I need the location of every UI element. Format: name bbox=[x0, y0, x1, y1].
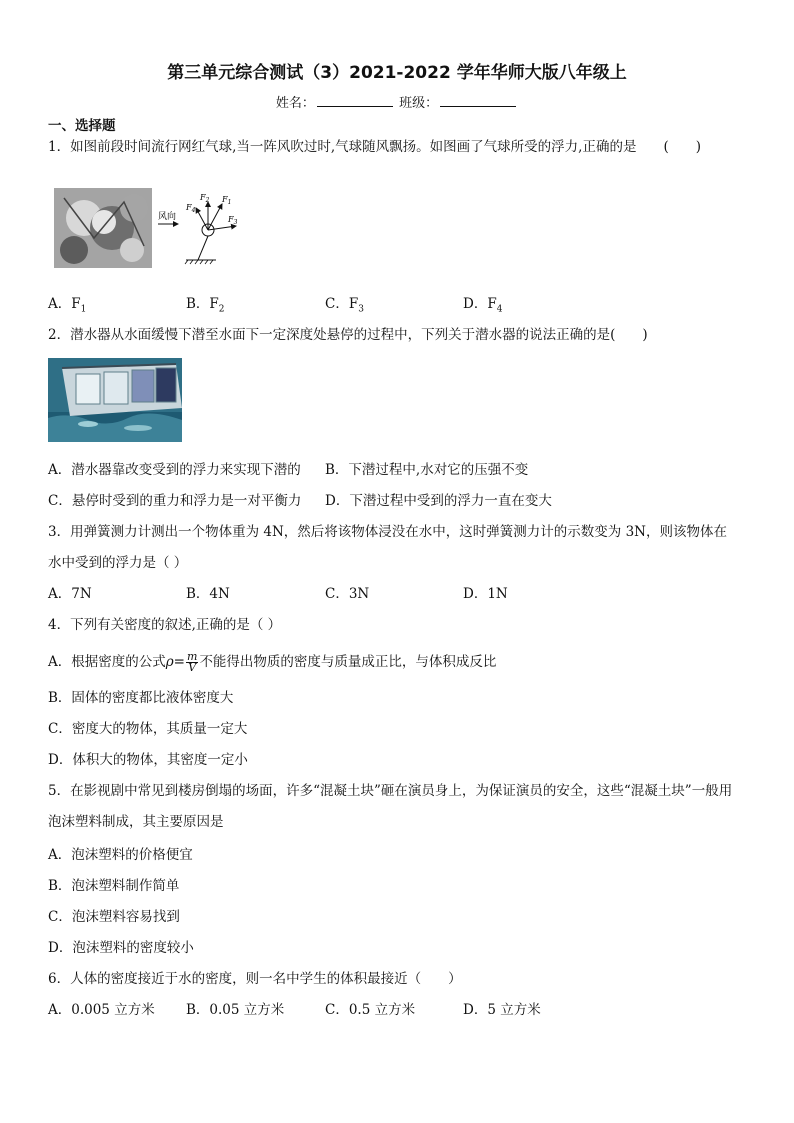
q3-option-b[interactable]: B．4N bbox=[186, 586, 230, 602]
q2-option-b[interactable]: B．下潜过程中,水对它的压强不变 bbox=[325, 462, 529, 478]
q3-option-a[interactable]: A．7N bbox=[48, 586, 92, 602]
submersible-photo bbox=[48, 358, 182, 446]
density-fraction: $\frac{m}{V}$ bbox=[187, 650, 198, 674]
q1-option-b[interactable]: B．$F_2$ bbox=[186, 296, 225, 315]
q1-option-a[interactable]: A．$F_1$ bbox=[48, 296, 87, 315]
q4-option-c[interactable]: C．密度大的物体，其质量一定大 bbox=[48, 721, 248, 737]
force-arrow-f4 bbox=[196, 208, 208, 230]
class-label: 班级： bbox=[399, 96, 439, 111]
force-label-f1: $F_1$ bbox=[222, 195, 232, 206]
q6-option-d[interactable]: D．5 立方米 bbox=[463, 1002, 541, 1018]
class-blank[interactable] bbox=[440, 94, 516, 107]
force-label-f4: $F_4$ bbox=[186, 203, 196, 214]
question-3-text-line1: 3．用弹簧测力计测出一个物体重为 4N，然后将该物体浸没在水中，这时弹簧测力计的示数变为 3N，则该物体在 bbox=[48, 524, 727, 540]
q3-option-d[interactable]: D．1N bbox=[463, 586, 508, 602]
name-label: 姓名： bbox=[275, 96, 315, 111]
balloon-photo bbox=[54, 188, 152, 272]
question-4-text: 4．下列有关密度的叙述,正确的是（ ） bbox=[48, 617, 282, 633]
question-1-text: 1．如图前段时间流行网红气球,当一阵风吹过时,气球随风飘扬。如图画了气球所受的浮力,正确的是 ( ) bbox=[48, 139, 701, 155]
question-6-text: 6．人体的密度接近于水的密度，则一名中学生的体积最接近（ ） bbox=[48, 971, 462, 987]
q5-option-d[interactable]: D．泡沫塑料的密度较小 bbox=[48, 940, 194, 956]
wind-direction-label: 风向 bbox=[158, 212, 177, 222]
question-5-text-line2: 泡沫塑料制成，其主要原因是 bbox=[48, 814, 224, 830]
force-arrow-f3 bbox=[208, 226, 236, 230]
force-diagram bbox=[156, 188, 246, 274]
page-title: 第三单元综合测试（3）2021-2022 学年华师大版八年级上 bbox=[167, 63, 627, 83]
question-3-text-line2: 水中受到的浮力是（ ） bbox=[48, 555, 188, 571]
ground-hatching bbox=[185, 260, 213, 264]
q5-option-c[interactable]: C．泡沫塑料容易找到 bbox=[48, 909, 180, 925]
question-5-text-line1: 5．在影视剧中常见到楼房倒塌的场面，许多“混凝土块”砸在演员身上，为保证演员的安全，这些“混凝土块”一般用 bbox=[48, 783, 733, 799]
force-label-f3: $F_3$ bbox=[228, 215, 238, 226]
section-heading: 一、选择题 bbox=[48, 118, 116, 134]
force-arrow-f1 bbox=[208, 204, 222, 230]
q2-option-c[interactable]: C．悬停时受到的重力和浮力是一对平衡力 bbox=[48, 493, 302, 509]
q4-option-b[interactable]: B．固体的密度都比液体密度大 bbox=[48, 690, 234, 706]
q6-option-b[interactable]: B．0.05 立方米 bbox=[186, 1002, 285, 1018]
q5-option-b[interactable]: B．泡沫塑料制作简单 bbox=[48, 878, 180, 894]
balloon-string bbox=[198, 236, 208, 260]
q2-option-d[interactable]: D．下潜过程中受到的浮力一直在变大 bbox=[325, 493, 552, 509]
q3-option-c[interactable]: C．3N bbox=[325, 586, 370, 602]
q5-option-a[interactable]: A．泡沫塑料的价格便宜 bbox=[48, 847, 193, 863]
q4-option-a[interactable]: A．根据密度的公式ρ= $\frac{m}{V}$ 不能得出物质的密度与质量成正比，与体积成反比 bbox=[48, 650, 497, 674]
q2-option-a[interactable]: A．潜水器靠改变受到的浮力来实现下潜的 bbox=[48, 462, 301, 478]
q1-option-c[interactable]: C．$F_3$ bbox=[325, 296, 364, 315]
q6-option-a[interactable]: A．0.005 立方米 bbox=[48, 1002, 155, 1018]
name-blank[interactable] bbox=[317, 94, 393, 107]
force-label-f2: $F_2$ bbox=[200, 193, 210, 204]
density-formula: ρ= bbox=[165, 654, 185, 670]
question-2-text: 2．潜水器从水面缓慢下潜至水面下一定深度处悬停的过程中，下列关于潜水器的说法正确的是( ) bbox=[48, 327, 648, 343]
q4-option-d[interactable]: D．体积大的物体，其密度一定小 bbox=[48, 752, 248, 768]
q1-option-d[interactable]: D．$F_4$ bbox=[463, 296, 503, 315]
q6-option-c[interactable]: C．0.5 立方米 bbox=[325, 1002, 416, 1018]
student-info-line bbox=[0, 92, 794, 111]
